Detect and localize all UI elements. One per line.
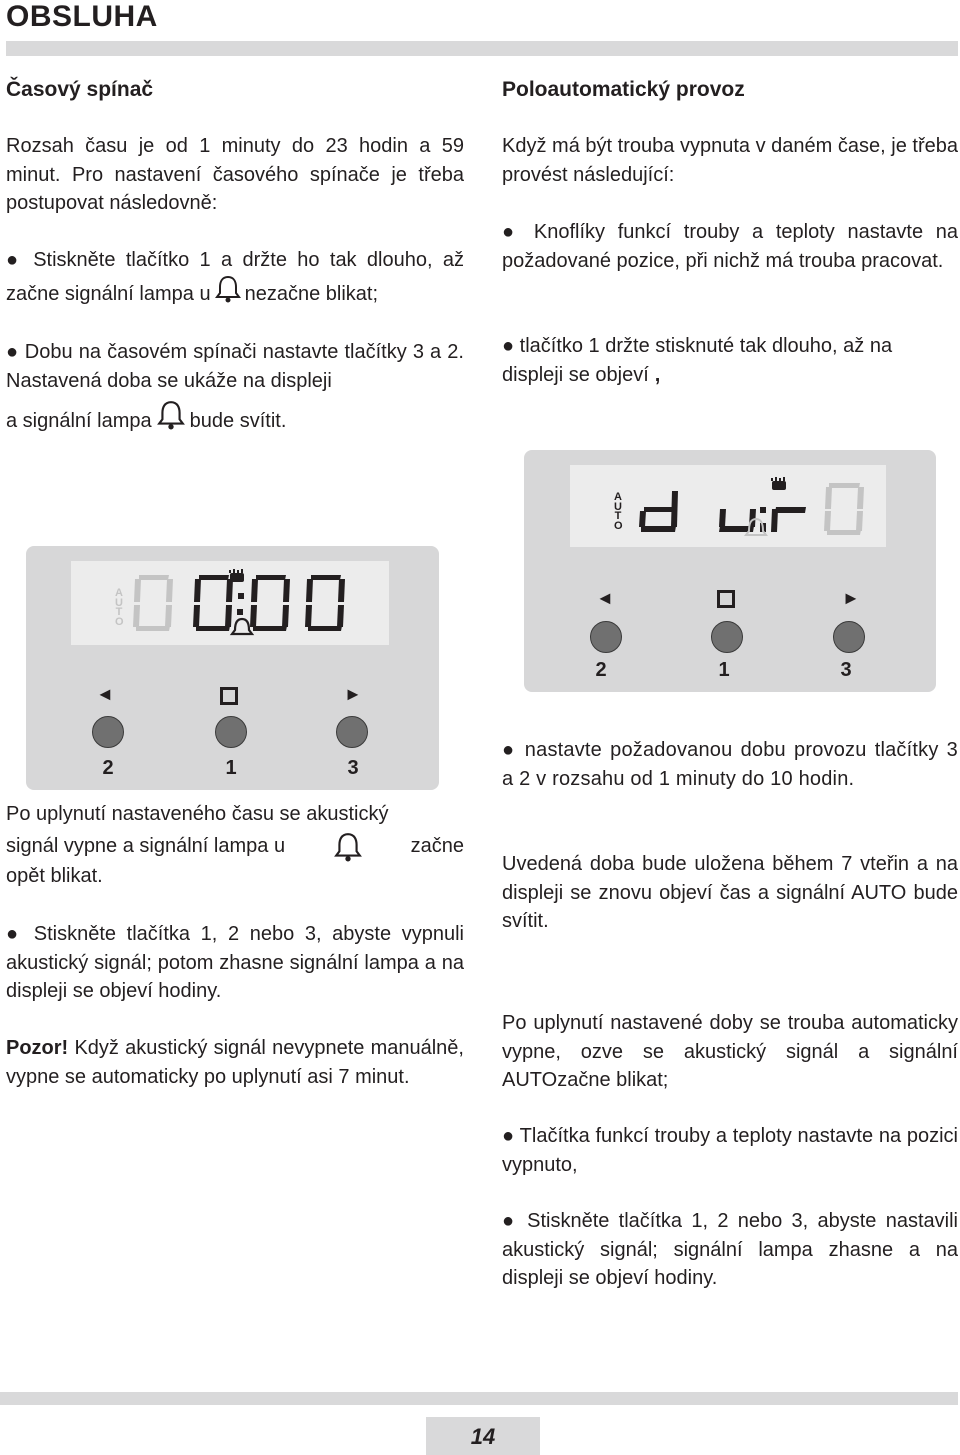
button-3[interactable] — [833, 621, 865, 653]
bell-icon — [215, 275, 241, 303]
timer-end-line1: Po uplynutí nastaveného času se akustický — [6, 803, 389, 825]
button-2[interactable] — [590, 621, 622, 653]
auto-letter: A — [115, 587, 123, 599]
timer-end-text-b: začne — [410, 835, 464, 858]
timer-bullet-2-main: ● Dobu na časovém spínači nastavte tlačítky 3 a 2. Nastavená doba se ukáže na displeji — [6, 341, 464, 392]
timer-bullet-2-text-a: a signální lampa — [6, 410, 152, 432]
left-arrow-icon: ◄ — [596, 588, 614, 608]
semiauto-bullet-2 — [502, 332, 958, 389]
lcd-display-semiauto — [570, 465, 886, 547]
semiauto-bullet-2-text: ● tlačítko 1 držte stisknuté tak dlouho, až na displeji se objeví — [502, 335, 893, 386]
timer-bullet-1-line2 — [6, 275, 464, 309]
segment-digit-0 — [305, 575, 345, 631]
warning-text: Když akustický signál nevypnete manuálně, vypne se automaticky po uplynutí asi 7 minut. — [6, 1037, 464, 1088]
auto-letter: O — [614, 519, 623, 532]
control-panel-timer — [26, 546, 439, 790]
square-icon — [220, 687, 238, 705]
auto-indicator-ghost — [115, 589, 123, 627]
page-number: 14 — [426, 1417, 540, 1455]
segment-digit-0 — [193, 575, 233, 631]
semiauto-bullet-5: ● Stiskněte tlačítka 1, 2 nebo 3, abyste nastavili akustický signál; signální lampa zhasne a na displeji se objeví hodiny. — [502, 1210, 958, 1289]
button-1-label: 1 — [225, 757, 237, 779]
section-heading-timer: Časový spínač — [6, 78, 154, 101]
timer-end-bullet: ● Stiskněte tlačítka 1, 2 nebo 3, abyste vypnuli akustický signál; potom zhasne signální lampa a na displeji se objeví hodiny. — [6, 923, 464, 1002]
bell-icon — [333, 832, 363, 862]
bell-icon — [156, 400, 186, 430]
button-1-label: 1 — [718, 659, 730, 681]
segment-display-000 — [129, 569, 385, 639]
auto-letter: T — [115, 606, 123, 618]
header-divider — [6, 41, 958, 56]
timer-bullet-2 — [6, 338, 464, 436]
semiauto-store-paragraph: Uvedená doba bude uložena během 7 vteřin a na displeji se znovu objeví čas a signální AUTO bude svítit. — [502, 853, 958, 932]
square-icon — [717, 590, 735, 608]
segment-digit-ghost-0 — [133, 575, 173, 631]
segment-digit-u — [719, 509, 756, 532]
timer-intro: Rozsah času je od 1 minuty do 23 hodin a 59 minut. Pro nastavení časového spínače je třeba postupovat následovně: — [6, 135, 464, 214]
bell-icon — [232, 619, 252, 634]
segment-digit-ghost-0 — [824, 483, 864, 535]
timer-bullet-1-line1: ● Stiskněte tlačítko 1 a držte ho tak dlouho, až — [6, 249, 464, 271]
segment-digit-0 — [250, 575, 290, 631]
semiauto-bullet-1: ● Knoflíky funkcí trouby a teploty nastavte na požadované pozice, při nichž má trouba pracovat. — [502, 221, 958, 272]
lcd-display-timer — [71, 561, 389, 645]
right-arrow-icon: ► — [842, 588, 860, 608]
auto-letter: T — [614, 510, 622, 522]
button-2-label: 2 — [102, 757, 114, 779]
semiauto-bullet-4: ● Tlačítka funkcí trouby a teploty nastavte na pozici vypnuto, — [502, 1125, 958, 1176]
button-3-label: 3 — [840, 659, 852, 681]
segment-digit-d — [639, 491, 678, 532]
timer-bullet-2-tail — [6, 400, 464, 436]
auto-letter: U — [115, 596, 123, 609]
timer-end-line3: opět blikat. — [6, 864, 103, 887]
auto-letter: A — [614, 491, 622, 503]
timer-end-line2 — [6, 832, 464, 862]
timer-bullet-1-text-b: nezačne blikat; — [244, 282, 378, 305]
left-arrow-icon: ◄ — [96, 684, 114, 704]
auto-letter: U — [614, 500, 622, 513]
segment-digit-r — [771, 507, 806, 532]
auto-letter: O — [115, 615, 124, 628]
warning-paragraph — [6, 1034, 464, 1091]
footer-divider — [0, 1392, 958, 1405]
right-arrow-icon: ► — [344, 684, 362, 704]
segment-display-dur0 — [630, 475, 880, 543]
warning-label: Pozor! — [6, 1037, 69, 1059]
pot-icon — [771, 477, 786, 490]
timer-bullet-1-text-a: začne signální lampa u — [6, 282, 211, 305]
button-3-label: 3 — [347, 757, 359, 779]
button-1[interactable] — [215, 716, 247, 748]
semiauto-end-paragraph: Po uplynutí nastavené doby se trouba automaticky vypne, ozve se akustický signál a signální AUTOzačne blikat; — [502, 1012, 958, 1091]
semiauto-bullet-3: ● nastavte požadovanou dobu provozu tlačítky 3 a 2 v rozsahu od 1 minuty do 10 hodin. — [502, 739, 958, 790]
section-heading-semiauto: Poloautomatický provoz — [502, 78, 745, 101]
button-1[interactable] — [711, 621, 743, 653]
pot-icon — [229, 569, 244, 582]
timer-bullet-1 — [6, 246, 464, 308]
auto-indicator — [614, 493, 622, 531]
button-2[interactable] — [92, 716, 124, 748]
bell-icon-ghost — [746, 519, 766, 535]
button-2-label: 2 — [595, 659, 607, 681]
semiauto-bullet-2-comma: , — [654, 363, 661, 386]
timer-end-text-a: signál vypne a signální lampa u — [6, 835, 286, 858]
timer-bullet-2-text-b: bude svítit. — [189, 410, 287, 432]
page-title: OBSLUHA — [6, 0, 158, 33]
timer-end-paragraph — [6, 800, 464, 890]
semiauto-intro: Když má být trouba vypnuta v daném čase, je třeba provést následující: — [502, 135, 958, 186]
button-3[interactable] — [336, 716, 368, 748]
segment-colon — [237, 593, 244, 615]
control-panel-semiauto — [524, 450, 936, 692]
